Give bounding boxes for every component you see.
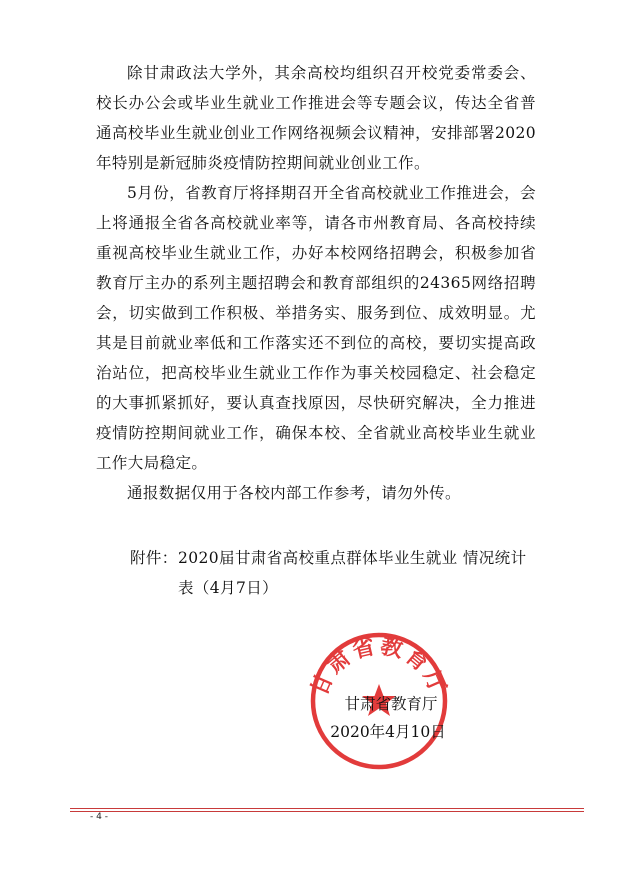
issuing-authority: 甘肃省教育厅 (344, 695, 438, 713)
seal-arc-text: 甘肃省教育厅 (306, 632, 452, 701)
footer-rule-bottom (70, 811, 584, 812)
attachment-title: 2020届甘肃省高校重点群体毕业生就业 情况统计表（4月7日） (178, 549, 527, 597)
attachment-label: 附件： (130, 549, 178, 567)
paragraph-job-fair-notice: 5月份，省教育厅将择期召开全省高校就业工作推进会，会上将通报全省各高校就业率等，请各市州教育局、各高校持续重视高校毕业生就业工作，办好本校网络招聘会，积极参加省教育厅主办的系列主题招聘会和教育部组织的24365网络招聘会，切实做到工作积极、举措务实、服务到位、成效明显。尤其是目前就业率低和工作落实还不到位的高校，要切实提高政治站位，把高校毕业生就业工作作为事关校园稳定、社会稳定的大事抓紧抓好，要认真查找原因，尽快研究解决，全力推进疫情防控期间就业工作，确保本校、全省就业高校毕业生就业工作大局稳定。 (96, 184, 536, 472)
footer-rule-top (70, 808, 584, 809)
page-number: - 4 - (90, 812, 108, 822)
paragraph-confidentiality: 通报数据仅用于各校内部工作参考，请勿外传。 (127, 484, 461, 502)
paragraph-meetings: 除甘肃政法大学外，其余高校均组织召开校党委常委会、校长办公会或毕业生就业工作推进会等专题会议，传达全省普通高校毕业生就业创业工作网络视频会议精神，安排部署2020年特别是新冠肺炎疫情防控期间就业创业工作。 (96, 64, 536, 172)
issue-date: 2020年4月10日 (330, 723, 446, 741)
